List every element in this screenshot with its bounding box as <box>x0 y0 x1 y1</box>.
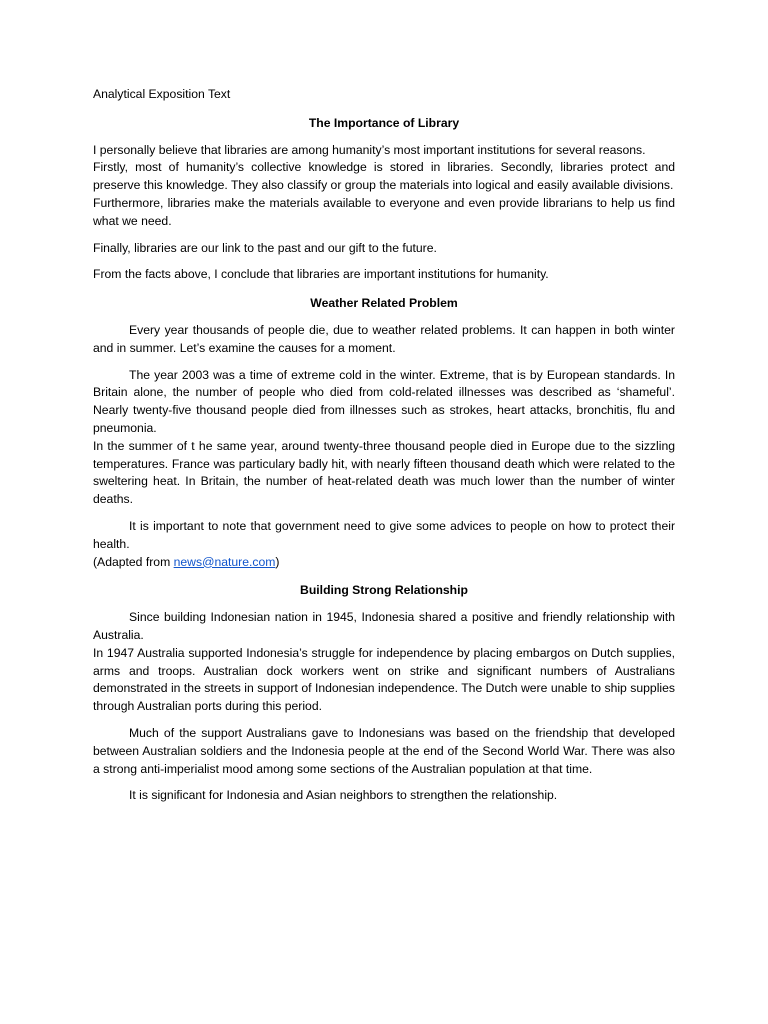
document-page <box>93 86 675 805</box>
weather-paragraph-1: Every year thousands of people die, due to weather related problems. It can happen in both winter and in summer. Let’s examine the causes for a moment. <box>93 322 675 355</box>
section-title-weather: Weather Related Problem <box>310 296 458 311</box>
document-label: Analytical Exposition Text <box>93 87 231 101</box>
weather-paragraph-2b: In the summer of t he same year, around twenty-three thousand people died in Europe due to the sizzling temperatures. France was particulary badly hit, with nearly fifteen thousand death which were related to the sweltering heat. In Britain, the number of heat-related death was much lower than the number of winter deaths. <box>93 438 675 507</box>
library-paragraph-3: Furthermore, libraries make the materials available to everyone and even provide librarians to help us find what we need. <box>93 195 675 228</box>
library-paragraph-2: Firstly, most of humanity’s collective knowledge is stored in libraries. Secondly, libraries protect and preserve this knowledge. They also classify or group the materials into logical and easily available divisions. <box>93 160 675 193</box>
relationship-paragraph-1b: In 1947 Australia supported Indonesia’s struggle for independence by placing embargos on Dutch supplies, arms and troops. Australian dock workers went on strike and significant numbers of Australians demonstrated in the streets in support of Indonesian independence. The Dutch were unable to ship supplies through Australian ports during this period. <box>93 645 675 714</box>
library-conclusion: From the facts above, I conclude that libraries are important institutions for humanity. <box>93 267 549 282</box>
weather-paragraph-2a: The year 2003 was a time of extreme cold in the winter. Extreme, that is by European standards. In Britain alone, the number of people who died from cold-related illnesses was described as ‘shameful’. Nearly twenty-five thousand people died from illnesses such as strokes, heart attacks, bronchitis, flu and pneumonia. <box>93 367 675 435</box>
library-paragraph-1: I personally believe that libraries are among humanity’s most important institutions for several reasons. <box>93 142 646 157</box>
weather-source: (Adapted from news@nature.com) <box>93 554 280 569</box>
library-paragraph-4: Finally, libraries are our link to the past and our gift to the future. <box>93 240 437 255</box>
weather-paragraph-3: It is important to note that government need to give some advices to people on how to protect their health. <box>93 518 675 551</box>
relationship-paragraph-3: It is significant for Indonesia and Asian neighbors to strengthen the relationship. <box>129 788 558 803</box>
relationship-paragraph-1a: Since building Indonesian nation in 1945, Indonesia shared a positive and friendly relationship with Australia. <box>93 610 675 642</box>
relationship-paragraph-2: Much of the support Australians gave to Indonesians was based on the friendship that developed between Australian soldiers and the Indonesia people at the end of the Second World War. There was also a strong anti-imperialist mood among some sections of the Australian population at that time. <box>93 725 675 776</box>
section-title-library: The Importance of Library <box>308 115 460 130</box>
source-link[interactable]: news@nature.com <box>173 554 276 569</box>
section-title-relationship: Building Strong Relationship <box>300 583 468 598</box>
